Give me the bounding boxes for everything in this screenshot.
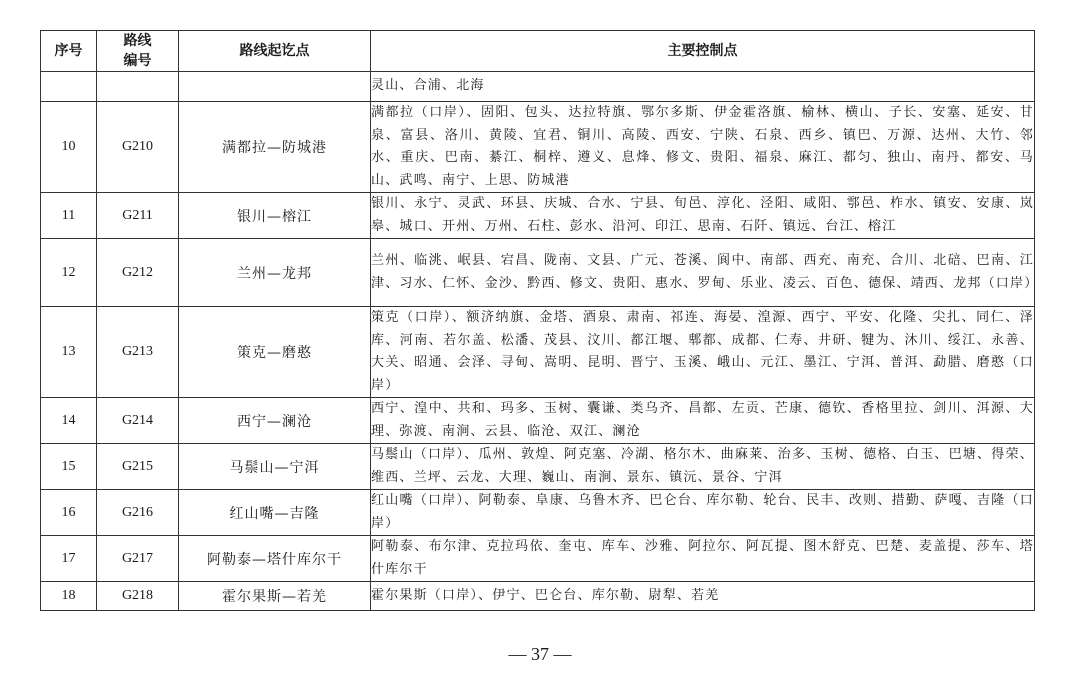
row-ctrl: 马鬃山（口岸）、瓜州、敦煌、阿克塞、冷湖、格尔木、曲麻莱、治多、玉树、德格、白玉、巴塘、得荣、维西、兰坪、云龙、大理、巍山、南涧、景东、镇沅、景谷、宁洱 (371, 444, 1035, 490)
row-span: 霍尔果斯—若羌 (179, 582, 371, 611)
row-num: 10 (41, 102, 97, 193)
row-ctrl: 红山嘴（口岸）、阿勒泰、阜康、乌鲁木齐、巴仑台、库尔勒、轮台、民丰、改则、措勤、萨嘎、吉隆（口岸） (371, 490, 1035, 536)
row-num: 16 (41, 490, 97, 536)
table-row (41, 193, 1035, 239)
row-code: G210 (97, 102, 179, 193)
row-code: G214 (97, 398, 179, 444)
continuation-num-cell (41, 72, 97, 102)
row-code: G213 (97, 307, 179, 398)
row-ctrl: 兰州、临洮、岷县、宕昌、陇南、文县、广元、苍溪、阆中、南部、西充、南充、合川、北碚、巴南、江津、习水、仁怀、金沙、黔西、修文、贵阳、惠水、罗甸、乐业、凌云、百色、德保、靖西、龙邦（口岸） (371, 239, 1035, 307)
header-num: 序号 (41, 31, 97, 72)
table-row (41, 307, 1035, 398)
header-code-line2: 编号 (123, 53, 152, 69)
row-span: 策克—磨憨 (179, 307, 371, 398)
row-code: G218 (97, 582, 179, 611)
continuation-row (41, 72, 1035, 102)
row-code: G217 (97, 536, 179, 582)
row-num: 18 (41, 582, 97, 611)
row-code: G215 (97, 444, 179, 490)
table-row (41, 490, 1035, 536)
row-span: 马鬃山—宁洱 (179, 444, 371, 490)
table-row (41, 444, 1035, 490)
row-ctrl: 阿勒泰、布尔津、克拉玛依、奎屯、库车、沙雅、阿拉尔、阿瓦提、图木舒克、巴楚、麦盖提、莎车、塔什库尔干 (371, 536, 1035, 582)
row-num: 15 (41, 444, 97, 490)
row-span: 西宁—澜沧 (179, 398, 371, 444)
header-ctrl: 主要控制点 (371, 31, 1035, 72)
table-header-row (41, 31, 1035, 72)
row-ctrl: 银川、永宁、灵武、环县、庆城、合水、宁县、旬邑、淳化、泾阳、咸阳、鄠邑、柞水、镇安、安康、岚皋、城口、开州、万州、石柱、彭水、沿河、印江、思南、石阡、镇远、台江、榕江 (371, 193, 1035, 239)
row-ctrl: 满都拉（口岸）、固阳、包头、达拉特旗、鄂尔多斯、伊金霍洛旗、榆林、横山、子长、安塞、延安、甘泉、富县、洛川、黄陵、宜君、铜川、高陵、西安、宁陕、石泉、西乡、镇巴、万源、达州、大竹、邻水、重庆、巴南、綦江、桐梓、遵义、息烽、修文、贵阳、福泉、麻江、都匀、独山、南丹、都安、马山、武鸣、南宁、上思、防城港 (371, 102, 1035, 193)
row-num: 13 (41, 307, 97, 398)
route-table (40, 30, 1039, 611)
table-row (41, 582, 1035, 611)
table-row (41, 239, 1035, 307)
continuation-span-cell (179, 72, 371, 102)
table-row (41, 102, 1035, 193)
row-code: G212 (97, 239, 179, 307)
row-num: 17 (41, 536, 97, 582)
row-ctrl: 策克（口岸）、额济纳旗、金塔、酒泉、肃南、祁连、海晏、湟源、西宁、平安、化隆、尖扎、同仁、泽库、河南、若尔盖、松潘、茂县、汶川、都江堰、郫都、成都、仁寿、井研、犍为、沐川、绥江、永善、大关、昭通、会泽、寻甸、嵩明、昆明、晋宁、玉溪、峨山、元江、墨江、宁洱、普洱、勐腊、磨憨（口岸） (371, 307, 1035, 398)
row-ctrl: 霍尔果斯（口岸）、伊宁、巴仑台、库尔勒、尉犁、若羌 (371, 582, 1035, 611)
continuation-code-cell (97, 72, 179, 102)
header-span: 路线起讫点 (179, 31, 371, 72)
row-num: 12 (41, 239, 97, 307)
row-code: G216 (97, 490, 179, 536)
row-num: 14 (41, 398, 97, 444)
row-span: 银川—榕江 (179, 193, 371, 239)
table-row (41, 536, 1035, 582)
row-code: G211 (97, 193, 179, 239)
row-span: 阿勒泰—塔什库尔干 (179, 536, 371, 582)
row-span: 满都拉—防城港 (179, 102, 371, 193)
header-code-line1: 路线 (123, 33, 152, 49)
table-row (41, 398, 1035, 444)
row-span: 兰州—龙邦 (179, 239, 371, 307)
header-code (97, 31, 179, 72)
page-number: — 37 — (508, 644, 572, 664)
row-ctrl: 西宁、湟中、共和、玛多、玉树、囊谦、类乌齐、昌都、左贡、芒康、德钦、香格里拉、剑川、洱源、大理、弥渡、南涧、云县、临沧、双江、澜沧 (371, 398, 1035, 444)
continuation-ctrl-cell: 灵山、合浦、北海 (371, 72, 1035, 102)
row-span: 红山嘴—吉隆 (179, 490, 371, 536)
row-num: 11 (41, 193, 97, 239)
